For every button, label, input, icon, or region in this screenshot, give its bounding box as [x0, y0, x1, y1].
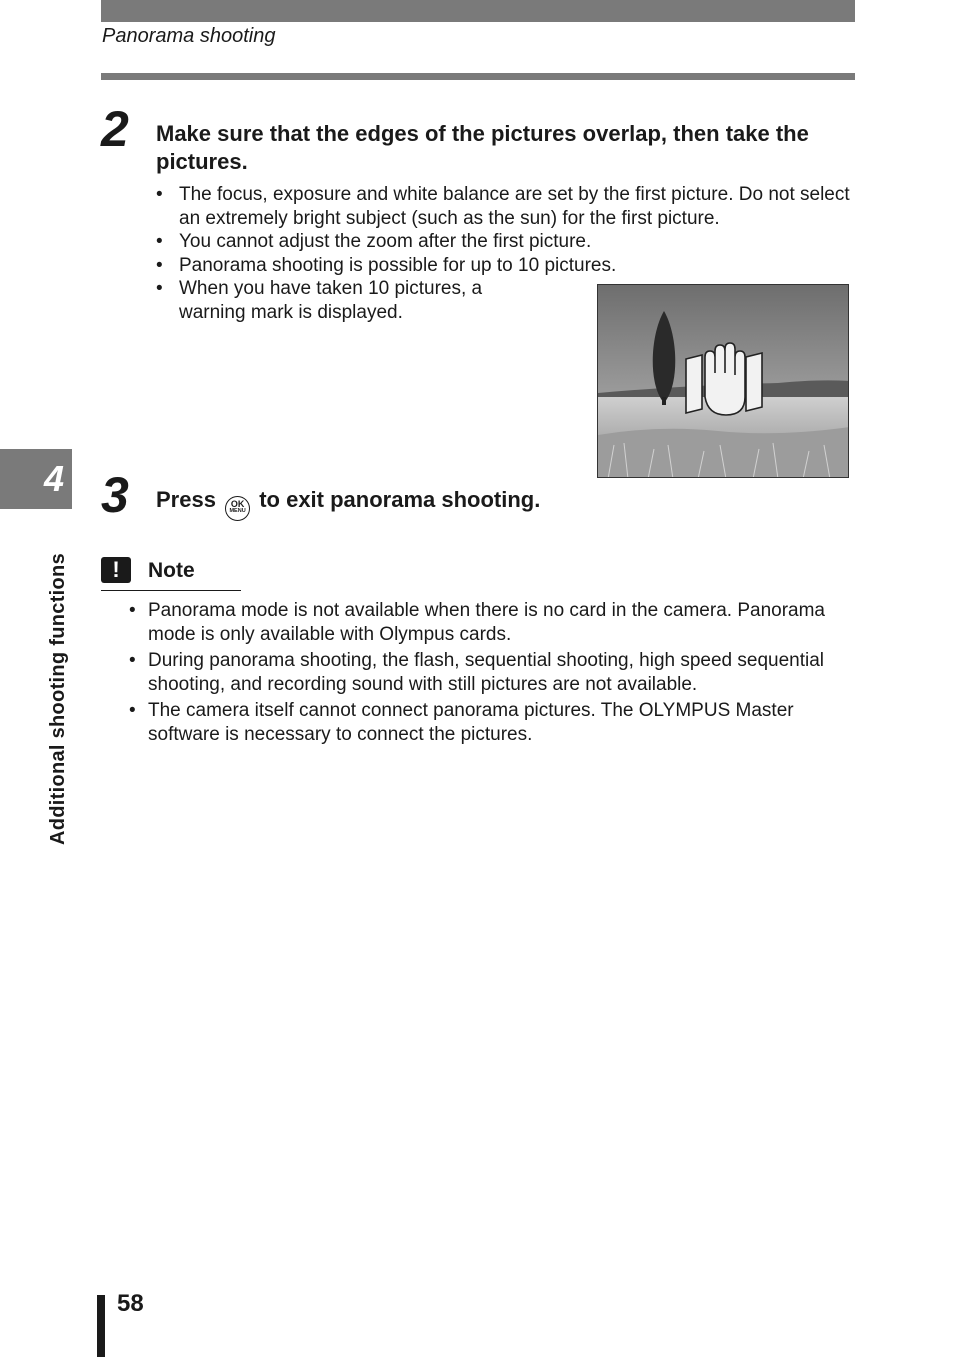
list-item: • You cannot adjust the zoom after the first picture.: [156, 230, 856, 254]
page-number-bar: [97, 1295, 105, 1357]
list-item: • During panorama shooting, the flash, sequential shooting, high speed sequential shooting, and recording sound with still pictures are not available.: [129, 649, 854, 696]
note-label: Note: [148, 559, 195, 582]
field-landscape-image: [598, 285, 849, 478]
step-3-title-before: Press: [156, 487, 216, 512]
chapter-tab: [0, 449, 72, 509]
ok-menu-button-icon: OK MENU: [225, 496, 250, 521]
step-3-number: 3: [101, 467, 128, 523]
exclamation-icon: !: [101, 557, 131, 583]
header-top-bar: [101, 0, 855, 22]
note-bullets: [129, 599, 854, 746]
list-item: • When you have taken 10 pictures, a warning mark is displayed.: [156, 277, 514, 324]
camera-monitor-photo: [597, 284, 849, 478]
list-item: • The focus, exposure and white balance are set by the first picture. Do not select an extremely bright subject (such as the sun) for the first picture.: [156, 183, 856, 230]
step-3-title: [156, 486, 756, 521]
list-item: • Panorama mode is not available when there is no card in the camera. Panorama mode is only available with Olympus cards.: [129, 599, 854, 646]
step-3-title-after: to exit panorama shooting.: [259, 487, 541, 512]
chapter-title-vertical: Additional shooting functions: [47, 553, 69, 845]
list-item: • The camera itself cannot connect panorama pictures. The OLYMPUS Master software is necessary to connect the pictures.: [129, 699, 854, 746]
running-header-title: Panorama shooting: [102, 25, 276, 47]
note-heading: [101, 557, 241, 591]
page-number: 58: [117, 1290, 144, 1317]
step-2-title: Make sure that the edges of the pictures overlap, then take the pictures.: [156, 121, 809, 174]
chapter-number: 4: [43, 458, 64, 499]
step-2-number: 2: [101, 101, 128, 157]
header-rule: [101, 73, 855, 80]
list-item: • Panorama shooting is possible for up to 10 pictures.: [156, 254, 856, 278]
